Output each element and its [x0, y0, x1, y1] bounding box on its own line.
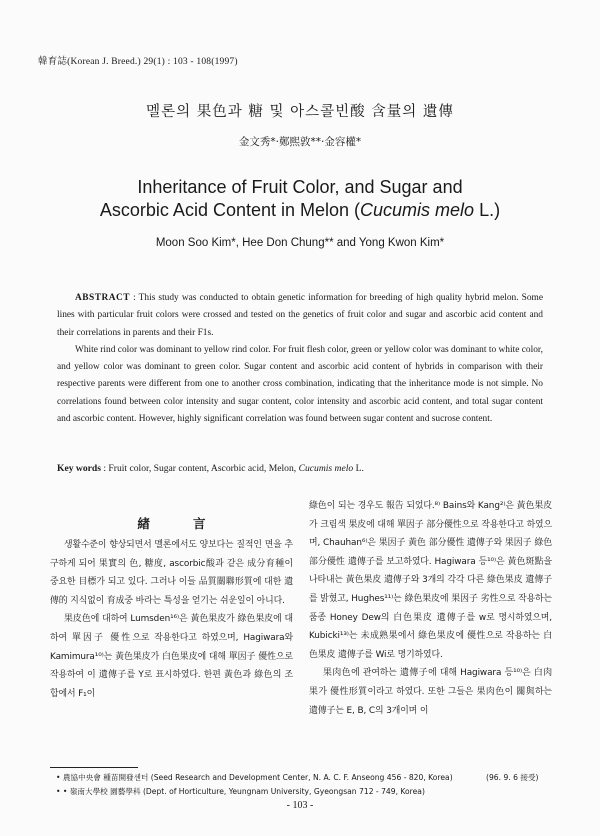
right-paragraph-2: 果肉色에 관여하는 遺傳子에 대해 Hagiwara 등¹⁰⁾은 白肉果가 優性形質이라고 하였다. 또한 그들은 果肉色이 關與하는 遺傳子는 E, B, C의 3개이며 이 — [309, 668, 552, 716]
abstract-paragraph-2: White rind color was dominant to yellow rind color. For fruit flesh color, green or yellow color was dominant to white color, and yellow color was dominant to green color. Sugar content and ascorbic acid content of hybrids in comparison with their respective parents were different from one to another cross combination, indicating that the inheritance mode is not simple. No correlations found between color intensity and sugar content, color intensity and ascorbic acid content, and total sugar content and ascorbic content. However, highly significant correlation was found between sugar content and sucrose content. — [57, 344, 543, 425]
right-column — [309, 497, 552, 720]
left-paragraph-1: 생활수준이 향상되면서 멜론에서도 양보다는 질적인 면을 추구하게 되어 果實의 色, 糖度, ascorbic酸과 같은 成分育種이 중요한 目標가 되고 있다. 그러나 이들 品質關聯形質에 대한 遺傳的 지식없이 育成중 바라는 특성을 얻기는 쉬운일이 아니다. — [50, 540, 293, 606]
footnote-divider — [50, 767, 138, 768]
english-title-line2-prefix: Ascorbic Acid Content in Melon ( — [99, 200, 361, 220]
english-title — [0, 176, 600, 222]
abstract-paragraph-1 — [57, 290, 543, 342]
abstract-label: ABSTRACT — [75, 293, 131, 303]
abstract — [57, 290, 543, 428]
section-heading-introduction: 緖 言 — [137, 517, 226, 531]
left-column — [50, 536, 293, 703]
korean-title: 멜론의 果色과 糖 및 아스콜빈酸 含量의 遺傳 — [146, 104, 454, 120]
english-authors: Moon Soo Kim*, Hee Don Chung** and Yong Kwon Kim* — [155, 237, 445, 249]
keywords — [57, 463, 543, 474]
keywords-suffix: L. — [353, 463, 364, 474]
english-title-line2-suffix: L.) — [474, 200, 501, 220]
journal-header: 韓育誌(Korean J. Breed.) 29(1) : 103 - 108(1997) — [38, 57, 238, 67]
footnote-affiliation-2: • • 嶺南大學校 園藝學科 (Dept. of Horticulture, Yeungnam University, Gyeongsan 712 - 749, Korea) — [56, 787, 425, 796]
footnote-affiliation-1: • 農協中央會 種苗開發센터 (Seed Research and Development Center, N. A. C. F. Anseong 456 - 820, Korea) — [56, 773, 453, 782]
right-paragraph-1: 綠色이 되는 경우도 報告 되었다.⁸⁾ Bains와 Kang²⁾은 黃色果皮가 크림색 果皮에 대해 單因子 部分優性으로 작용한다고 하였으며, Chauhan⁶⁾은 果因子 黃色 部分優性 遺傳子와 果因子 綠色 部分優性 遺傳子를 보고하였다. Hagiwara 등¹⁰⁾은 黃色斑點을 나타내는 黃色果皮 遺傳子와 3개의 각각 다른 綠色果皮 遺傳子를 밝혔고, Hughes¹¹⁾는 綠色果皮에 果因子 劣性으로 작용하는 품종 Honey Dew의 白色果皮 遺傳子를 w로 명시하였으며, Kubicki¹³⁾는 未成熟果에서 綠色果皮에 優性으로 작용하는 白色果皮 遺傳子를 Wi로 명기하였다. — [309, 501, 552, 660]
received-date: (96. 9. 6 接受) — [486, 773, 539, 782]
english-title-line2 — [0, 199, 600, 222]
abstract-text-1: : This study was conducted to obtain genetic information for breeding of high quality hybrid melon. Some lines with particular fruit colors were crossed and tested on the genetics of fruit color and sugar and ascorbic acid content and their correlations in parents and their F1s. — [57, 293, 543, 338]
english-title-line1: Inheritance of Fruit Color, and Sugar and — [137, 177, 463, 197]
korean-authors: 金文秀*·鄭熙敦**·金容權* — [238, 136, 362, 148]
keywords-italic: Cucumis melo — [298, 463, 354, 474]
left-paragraph-2: 果皮色에 대하여 Lumsden¹⁶⁾은 黃色果皮가 綠色果皮에 대하여 單因子 優性으로 작용한다고 하였으며, Hagiwara와 Kamimura¹⁰⁾는 黃色果皮가 白色果皮에 대해 單因子 優性으로 작용하여 이 遺傳子를 Y로 표시하였다. 한편 黃色과 綠色의 조합에서 F₁이 — [50, 614, 293, 699]
keywords-label: Key words — [57, 463, 101, 474]
page-number: - 103 - — [286, 800, 314, 811]
species-name-italic: Cucumis melo — [360, 200, 475, 220]
keywords-text: : Fruit color, Sugar content, Ascorbic acid, Melon, — [100, 463, 299, 474]
